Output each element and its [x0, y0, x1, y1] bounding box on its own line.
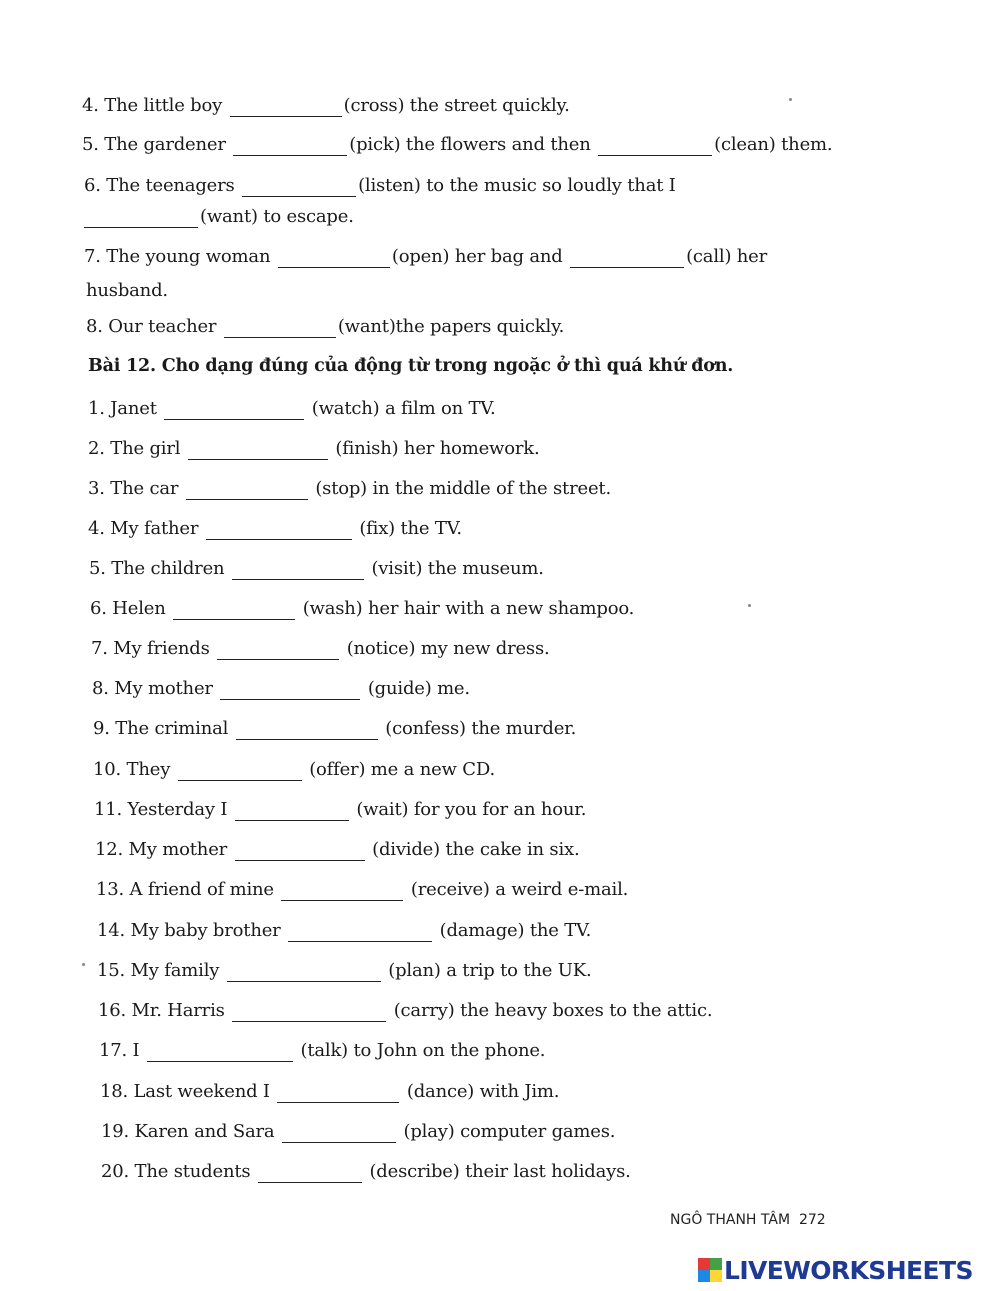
answer-blank[interactable] [186, 481, 308, 500]
exercise-12-item-11: 11. Yesterday I (wait) for you for an hour. [94, 799, 587, 820]
answer-blank[interactable] [570, 249, 684, 268]
answer-blank[interactable] [206, 521, 352, 540]
exercise-12-item-13: 13. A friend of mine (receive) a weird e-mail. [96, 879, 629, 900]
exercise-12-item-1: 1. Janet (watch) a film on TV. [88, 398, 496, 419]
page-number: 272 [798, 1212, 826, 1228]
answer-blank[interactable] [278, 249, 390, 268]
answer-blank[interactable] [233, 137, 347, 156]
answer-blank[interactable] [232, 561, 364, 580]
exercise-12-item-4: 4. My father (fix) the TV. [88, 518, 462, 539]
answer-blank[interactable] [258, 1164, 362, 1183]
answer-blank[interactable] [220, 681, 360, 700]
exercise-12-item-3: 3. The car (stop) in the middle of the street. [88, 478, 611, 499]
answer-blank[interactable] [236, 721, 378, 740]
logo-cell [710, 1258, 722, 1270]
prev-exercise-item-7-cont: husband. [86, 280, 168, 301]
answer-blank[interactable] [147, 1043, 293, 1062]
scan-speck [82, 963, 85, 966]
answer-blank[interactable] [188, 441, 328, 460]
prev-exercise-item-6-cont: (want) to escape. [84, 206, 354, 228]
logo-cell [698, 1258, 710, 1270]
exercise-12-item-6: 6. Helen (wash) her hair with a new shampoo. [90, 598, 635, 619]
answer-blank[interactable] [173, 601, 295, 620]
exercise-12-item-12: 12. My mother (divide) the cake in six. [95, 839, 580, 860]
liveworksheets-logo-icon [698, 1258, 722, 1282]
liveworksheets-brand[interactable] [698, 1256, 973, 1284]
exercise-heading: Bài 12. Cho dạng đúng của động từ trong ngoặc ở thì quá khứ đơn. [88, 356, 734, 376]
prev-exercise-item-4: 4. The little boy (cross) the street quickly. [82, 95, 570, 116]
prev-exercise-item-7: 7. The young woman (open) her bag and (call) her [84, 246, 768, 267]
exercise-12-item-18: 18. Last weekend I (dance) with Jim. [100, 1081, 560, 1102]
exercise-12-item-19: 19. Karen and Sara (play) computer games. [101, 1121, 616, 1142]
answer-blank[interactable] [178, 762, 302, 781]
logo-cell [710, 1270, 722, 1282]
answer-blank[interactable] [217, 641, 339, 660]
prev-exercise-item-6: 6. The teenagers (listen) to the music so loudly that I [84, 175, 676, 196]
answer-blank[interactable] [277, 1084, 399, 1103]
answer-blank[interactable] [84, 209, 198, 228]
prev-exercise-item-8: 8. Our teacher (want)the papers quickly. [86, 316, 565, 337]
logo-cell [698, 1270, 710, 1282]
answer-blank[interactable] [281, 882, 403, 901]
brand-text: LIVEWORKSHEETS [724, 1255, 973, 1285]
exercise-12-item-5: 5. The children (visit) the museum. [89, 558, 544, 579]
scan-speck [789, 98, 792, 101]
exercise-12-item-17: 17. I (talk) to John on the phone. [99, 1040, 546, 1061]
answer-blank[interactable] [598, 137, 712, 156]
answer-blank[interactable] [232, 1003, 386, 1022]
scan-speck [748, 604, 751, 607]
exercise-12-item-20: 20. The students (describe) their last holidays. [101, 1161, 631, 1182]
exercise-12-item-10: 10. They (offer) me a new CD. [93, 759, 495, 780]
answer-blank[interactable] [242, 178, 356, 197]
answer-blank[interactable] [227, 963, 381, 982]
answer-blank[interactable] [235, 842, 365, 861]
answer-blank[interactable] [164, 401, 304, 420]
answer-blank[interactable] [282, 1124, 396, 1143]
answer-blank[interactable] [235, 802, 349, 821]
exercise-12-item-16: 16. Mr. Harris (carry) the heavy boxes to the attic. [98, 1000, 713, 1021]
exercise-12-item-7: 7. My friends (notice) my new dress. [91, 638, 550, 659]
exercise-12-item-2: 2. The girl (finish) her homework. [88, 438, 540, 459]
exercise-12-item-14: 14. My baby brother (damage) the TV. [97, 920, 592, 941]
answer-blank[interactable] [224, 319, 336, 338]
answer-blank[interactable] [288, 923, 432, 942]
exercise-12-item-9: 9. The criminal (confess) the murder. [93, 718, 577, 739]
prev-exercise-item-5: 5. The gardener (pick) the flowers and then (clean) them. [82, 134, 833, 155]
footer-author: NGÔ THANH TÂM 272 [670, 1212, 826, 1228]
exercise-12-item-8: 8. My mother (guide) me. [92, 678, 470, 699]
exercise-12-item-15: 15. My family (plan) a trip to the UK. [97, 960, 592, 981]
answer-blank[interactable] [230, 98, 342, 117]
